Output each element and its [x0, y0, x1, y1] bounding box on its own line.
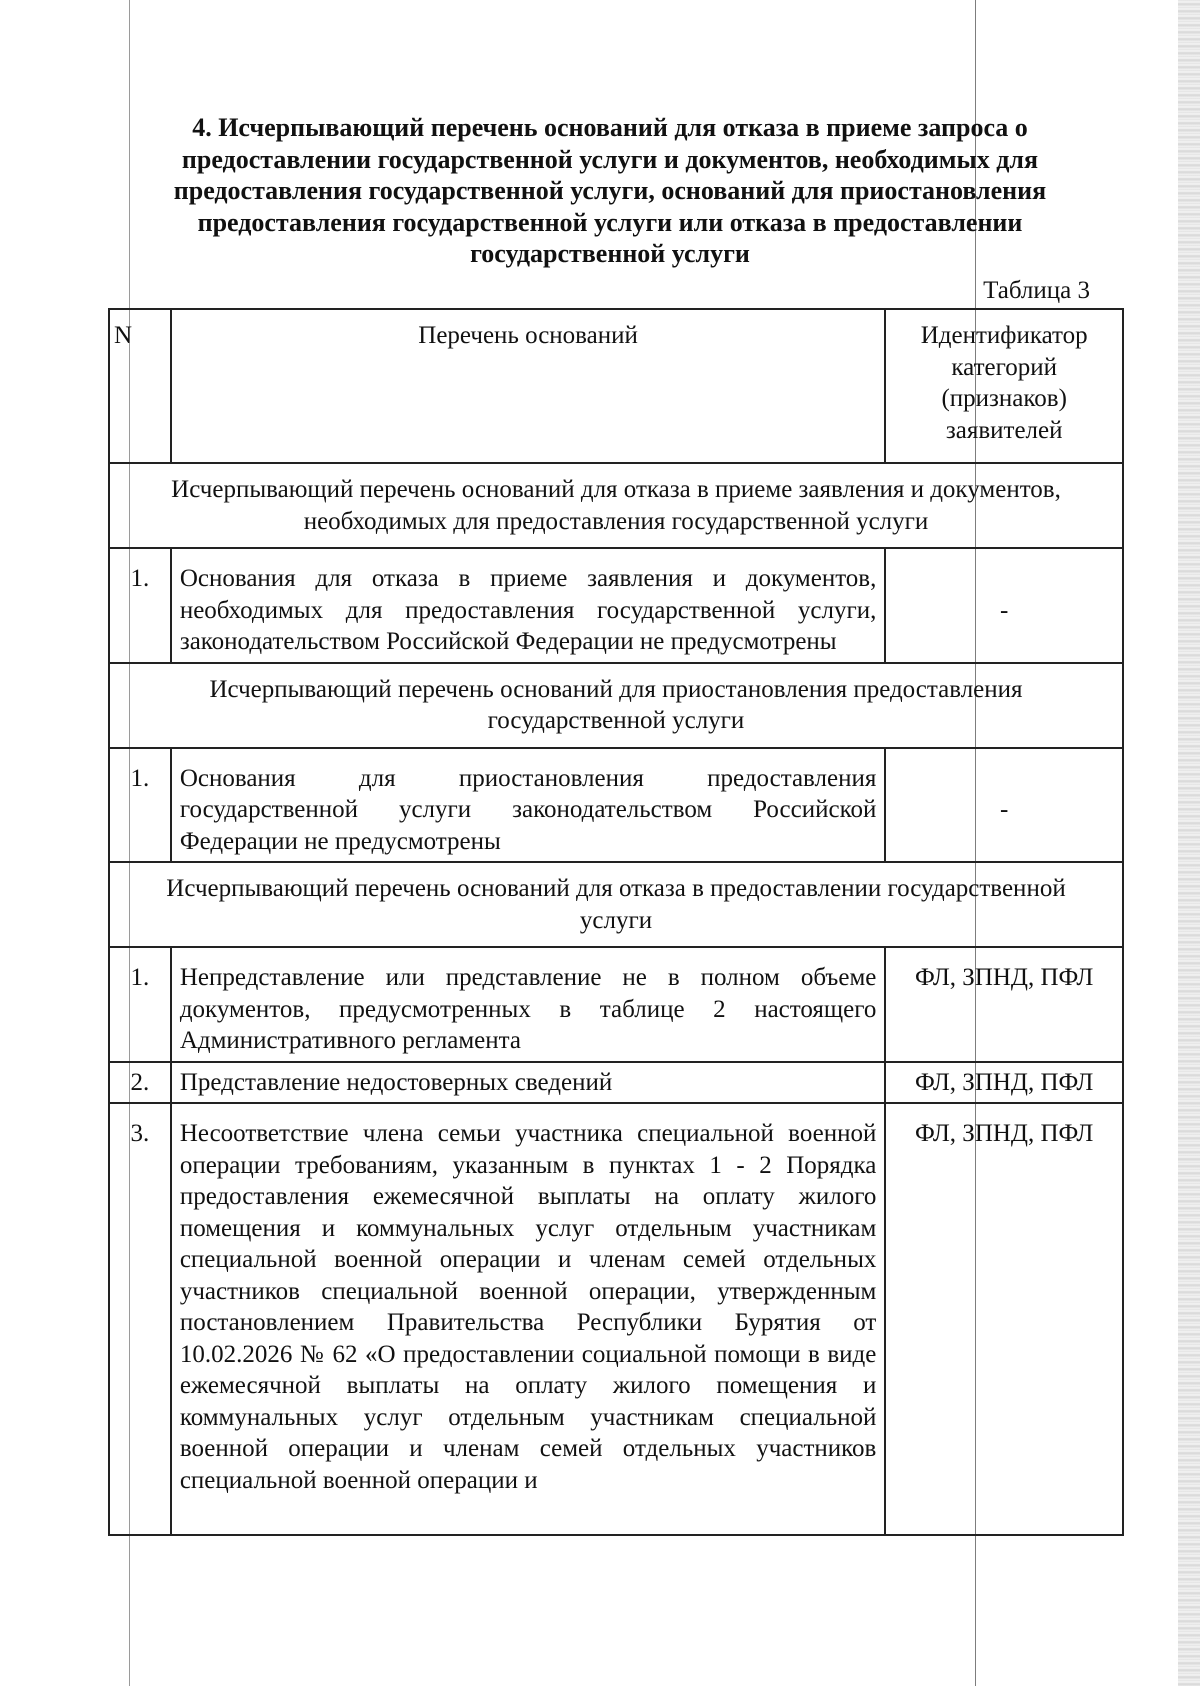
- row-text: Несоответствие члена семьи участника специальной военной операции требованиям, указанным в пунктах 1 - 2 Порядка предоставления ежемесячной выплаты на оплату жилого помещения и коммунальных услуг отдельным участникам специальной военной операции и членам семей отдельных участников специальной военной операции, утвержденным постановлением Правительства Республики Бурятия от 10.02.2026 № 62 «О предоставлении социальной помощи в виде ежемесячной выплаты на оплату жилого помещения и коммунальных услуг отдельным участникам специальной военной операции и членам семей отдельных участников специальной военной операции и: [171, 1103, 886, 1535]
- header-num: N: [109, 309, 171, 463]
- row-num: 1.: [109, 548, 171, 663]
- grounds-table: [108, 308, 1124, 1536]
- section-row: [109, 862, 1123, 947]
- table-header-row: [109, 309, 1123, 463]
- row-text: Непредставление или представление не в полном объеме документов, предусмотренных в таблице 2 настоящего Административного регламента: [171, 947, 886, 1062]
- table-row: [109, 947, 1123, 1062]
- section-title: Исчерпывающий перечень оснований для отказа в предоставлении государственной услуги: [109, 862, 1123, 947]
- row-identifier: ФЛ, ЗПНД, ПФЛ: [885, 947, 1123, 1062]
- row-num: 2.: [109, 1062, 171, 1104]
- row-identifier: ФЛ, ЗПНД, ПФЛ: [885, 1103, 1123, 1535]
- row-text: Основания для отказа в приеме заявления и документов, необходимых для предоставления государственной услуги, законодательством Российской Федерации не предусмотрены: [171, 548, 886, 663]
- table-row: [109, 548, 1123, 663]
- section-title: Исчерпывающий перечень оснований для приостановления предоставления государственной услуги: [109, 663, 1123, 748]
- row-text: Представление недостоверных сведений: [171, 1062, 886, 1104]
- table-caption: Таблица 3: [983, 277, 1090, 304]
- row-identifier: -: [885, 548, 1123, 663]
- section-title: Исчерпывающий перечень оснований для отказа в приеме заявления и документов, необходимых для предоставления государственной услуги: [109, 463, 1123, 548]
- table-row: [109, 748, 1123, 863]
- table-row: [109, 1103, 1123, 1535]
- row-num: 1.: [109, 947, 171, 1062]
- row-identifier: ФЛ, ЗПНД, ПФЛ: [885, 1062, 1123, 1104]
- section-row: [109, 463, 1123, 548]
- row-num: 1.: [109, 748, 171, 863]
- scan-edge: [1178, 0, 1200, 1686]
- table-row: [109, 1062, 1123, 1104]
- row-text: Основания для приостановления предоставления государственной услуги законодательством Российской Федерации не предусмотрены: [171, 748, 886, 863]
- section-heading: 4. Исчерпывающий перечень оснований для отказа в приеме запроса о предоставлении государственной услуги и документов, необходимых для предоставления государственной услуги, оснований для приостановления предоставления государственной услуги или отказа в предоставлении государственной услуги: [173, 113, 1047, 268]
- section-row: [109, 663, 1123, 748]
- header-identifier: Идентификатор категорий (признаков) заявителей: [885, 309, 1123, 463]
- row-identifier: -: [885, 748, 1123, 863]
- row-num: 3.: [109, 1103, 171, 1535]
- header-reasons: Перечень оснований: [171, 309, 886, 463]
